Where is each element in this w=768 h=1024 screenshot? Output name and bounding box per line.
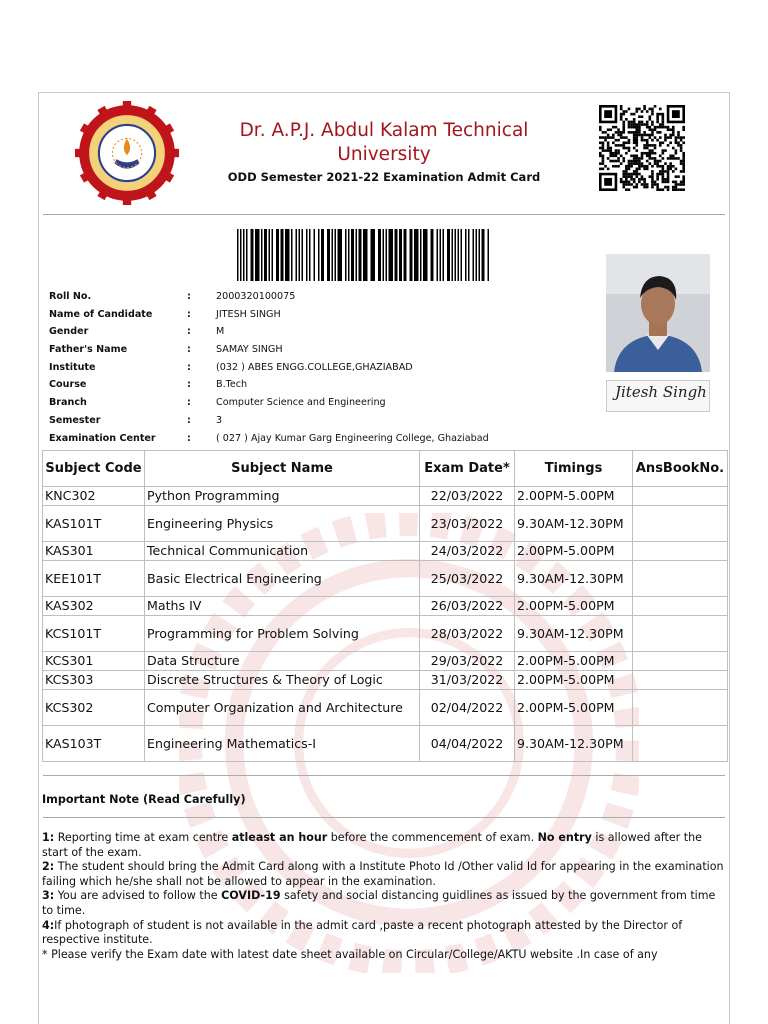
subjects-table xyxy=(42,450,728,762)
info-row-name xyxy=(49,306,609,324)
table-row xyxy=(43,726,728,762)
header-ansbook-no: AnsBookNo. xyxy=(633,451,728,487)
cell-ansbook xyxy=(633,652,728,671)
info-label: Father's Name xyxy=(49,344,128,356)
important-note-title: Important Note (Read Carefully) xyxy=(42,793,246,806)
cell-code: KAS103T xyxy=(43,726,145,762)
info-colon: : xyxy=(187,361,191,373)
note-item-4 xyxy=(42,919,724,948)
header-exam-date: Exam Date* xyxy=(420,451,515,487)
info-colon: : xyxy=(187,432,191,444)
info-label: Semester xyxy=(49,414,101,426)
cell-ansbook xyxy=(633,616,728,652)
info-label: Roll No. xyxy=(49,291,92,302)
info-value: 3 xyxy=(216,414,223,426)
note-emphasis: No entry xyxy=(537,831,592,844)
cell-ansbook xyxy=(633,671,728,690)
cell-code: KCS302 xyxy=(43,690,145,726)
barcode-icon xyxy=(237,229,493,281)
cell-date: 24/03/2022 xyxy=(420,542,515,561)
info-label: Gender xyxy=(49,326,89,338)
cell-ansbook xyxy=(633,726,728,762)
cell-date: 28/03/2022 xyxy=(420,616,515,652)
cell-time: 2.00PM-5.00PM xyxy=(515,671,633,690)
info-colon: : xyxy=(187,344,191,356)
info-value: JITESH SINGH xyxy=(216,308,281,320)
info-label: Branch xyxy=(49,397,87,409)
table-row xyxy=(43,690,728,726)
info-colon: : xyxy=(187,379,191,391)
note-item-1 xyxy=(42,831,724,860)
cell-name: Technical Communication xyxy=(145,542,420,561)
cell-date: 29/03/2022 xyxy=(420,652,515,671)
note-item-5 xyxy=(42,948,724,963)
note-text: before the commencement of exam. xyxy=(330,831,535,844)
signature-text: Jitesh Singh xyxy=(615,383,707,401)
cell-ansbook xyxy=(633,597,728,616)
note-emphasis: COVID-19 xyxy=(221,889,281,903)
info-row-father-name xyxy=(49,341,609,359)
info-row-semester xyxy=(49,412,609,430)
info-label: Name of Candidate xyxy=(49,308,153,320)
cell-code: KCS301 xyxy=(43,652,145,671)
cell-date: 23/03/2022 xyxy=(420,506,515,542)
cell-time: 2.00PM-5.00PM xyxy=(515,597,633,616)
note-text: You are advised to follow the xyxy=(57,889,218,903)
info-label: Examination Center xyxy=(49,432,156,444)
info-value: (032 ) ABES ENGG.COLLEGE,GHAZIABAD xyxy=(216,361,413,373)
cell-code: KCS303 xyxy=(43,671,145,690)
notes-divider-top xyxy=(43,775,725,776)
cell-time: 9.30AM-12.30PM xyxy=(515,616,633,652)
header-subject-code: Subject Code xyxy=(43,451,145,487)
cell-date: 26/03/2022 xyxy=(420,597,515,616)
cell-name: Python Programming xyxy=(145,487,420,506)
info-row-institute xyxy=(49,359,609,377)
note-number: 1: xyxy=(42,831,55,844)
cell-name: Programming for Problem Solving xyxy=(145,616,420,652)
cell-name: Discrete Structures & Theory of Logic xyxy=(145,671,420,690)
cell-time: 9.30AM-12.30PM xyxy=(515,726,633,762)
cell-code: KCS101T xyxy=(43,616,145,652)
cell-time: 9.30AM-12.30PM xyxy=(515,506,633,542)
cell-ansbook xyxy=(633,690,728,726)
table-row xyxy=(43,597,728,616)
cell-code: KEE101T xyxy=(43,561,145,597)
cell-name: Engineering Physics xyxy=(145,506,420,542)
info-value: M xyxy=(216,326,225,338)
cell-date: 31/03/2022 xyxy=(420,671,515,690)
info-value: 2000320100075 xyxy=(216,291,296,302)
cell-date: 02/04/2022 xyxy=(420,690,515,726)
qr-code-icon xyxy=(597,105,687,191)
info-colon: : xyxy=(187,414,191,426)
note-text: Reporting time at exam centre xyxy=(57,831,229,844)
university-name-line2: University xyxy=(337,144,431,165)
info-row-course xyxy=(49,376,609,394)
candidate-signature xyxy=(606,380,710,412)
info-label: Course xyxy=(49,379,87,391)
note-number: 2: xyxy=(42,860,55,874)
table-row xyxy=(43,671,728,690)
info-row-exam-center xyxy=(49,430,609,448)
cell-name: Basic Electrical Engineering xyxy=(145,561,420,597)
cell-code: KAS301 xyxy=(43,542,145,561)
header-divider xyxy=(43,214,725,215)
note-item-3 xyxy=(42,889,724,918)
notes-list xyxy=(42,831,724,962)
cell-ansbook xyxy=(633,487,728,506)
header-title-block xyxy=(189,119,579,184)
cell-name: Maths IV xyxy=(145,597,420,616)
cell-code: KNC302 xyxy=(43,487,145,506)
candidate-photo xyxy=(606,254,710,372)
info-row-roll-no xyxy=(49,288,609,306)
cell-ansbook xyxy=(633,542,728,561)
note-text: is allowed after the start of the exam. xyxy=(42,831,702,859)
cell-ansbook xyxy=(633,561,728,597)
cell-date: 04/04/2022 xyxy=(420,726,515,762)
info-colon: : xyxy=(187,397,191,409)
cell-ansbook xyxy=(633,506,728,542)
cell-date: 22/03/2022 xyxy=(420,487,515,506)
admit-card-subtitle: ODD Semester 2021-22 Examination Admit Card xyxy=(227,170,541,184)
info-colon: : xyxy=(187,326,191,338)
cell-time: 2.00PM-5.00PM xyxy=(515,690,633,726)
note-number: 3: xyxy=(42,889,55,903)
table-row xyxy=(43,561,728,597)
cell-time: 9.30AM-12.30PM xyxy=(515,561,633,597)
cell-name: Data Structure xyxy=(145,652,420,671)
note-text: The student should bring the Admit Card along with a Institute Photo Id /Other valid Id for appearing in the examination failing which he/she shall not be allowed to appear in the examination. xyxy=(42,860,724,888)
header-subject-name: Subject Name xyxy=(145,451,420,487)
table-row xyxy=(43,487,728,506)
note-text: safety and social distancing guidlines as issued by the government from time to time. xyxy=(42,889,716,917)
note-text: If photograph of student is not available in the admit card ,paste a recent photograph attested by the Director of respective institute. xyxy=(42,918,683,947)
header-timings: Timings xyxy=(515,451,633,487)
info-row-gender xyxy=(49,323,609,341)
cell-time: 2.00PM-5.00PM xyxy=(515,542,633,561)
info-row-branch xyxy=(49,394,609,412)
cell-date: 25/03/2022 xyxy=(420,561,515,597)
table-row xyxy=(43,506,728,542)
table-row xyxy=(43,542,728,561)
cell-name: Engineering Mathematics-I xyxy=(145,726,420,762)
info-label: Institute xyxy=(49,361,96,373)
info-value: Computer Science and Engineering xyxy=(216,397,386,409)
info-value: ( 027 ) Ajay Kumar Garg Engineering College, Ghaziabad xyxy=(216,432,489,444)
university-logo-icon xyxy=(75,101,179,205)
table-header-row xyxy=(43,451,728,487)
university-name-line1: Dr. A.P.J. Abdul Kalam Technical xyxy=(239,120,529,141)
cell-time: 2.00PM-5.00PM xyxy=(515,487,633,506)
note-text: * Please verify the Exam date with latest date sheet available on Circular/College/AKTU website .In case of any xyxy=(42,947,658,961)
cell-time: 2.00PM-5.00PM xyxy=(515,652,633,671)
admit-card xyxy=(38,92,730,1024)
cell-code: KAS302 xyxy=(43,597,145,616)
note-number: 4: xyxy=(42,918,55,932)
notes-divider-bottom xyxy=(43,817,725,818)
candidate-info xyxy=(49,288,609,447)
table-row xyxy=(43,652,728,671)
info-colon: : xyxy=(187,291,191,302)
info-value: SAMAY SINGH xyxy=(216,344,283,356)
cell-name: Computer Organization and Architecture xyxy=(145,690,420,726)
cell-code: KAS101T xyxy=(43,506,145,542)
table-row xyxy=(43,616,728,652)
note-item-2 xyxy=(42,860,724,889)
note-emphasis: atleast an hour xyxy=(231,831,328,844)
info-value: B.Tech xyxy=(216,379,248,391)
info-colon: : xyxy=(187,308,191,320)
